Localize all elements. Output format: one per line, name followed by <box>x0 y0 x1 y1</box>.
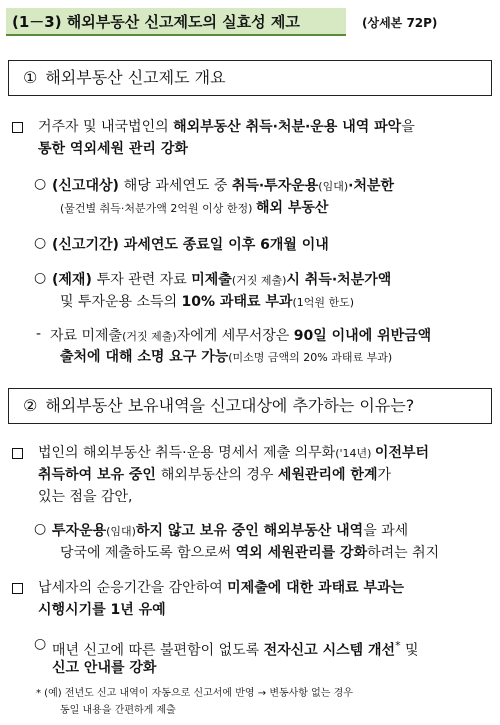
circle-bullet-icon: ○ <box>34 270 47 286</box>
square-bullet-icon <box>12 448 23 459</box>
reference-label: (상세본 72P) <box>362 16 438 30</box>
section2-heading <box>8 388 492 424</box>
dash-bullet-icon: - <box>36 326 42 342</box>
circle-bullet-icon: ○ <box>34 235 47 251</box>
s2-s1-line2: 당국에 제출하도록 함으로써 역외 세원관리를 강화하려는 취지 <box>60 545 440 561</box>
s1-s1-line2: (물건별 취득·처분가액 2억원 이상 한정) 해외 부동산 <box>60 200 329 216</box>
footnote-line2: 동일 내용을 간편하게 제출 <box>60 705 176 716</box>
s1-d1-line1: 자료 미제출(거짓 제출)자에게 세무서장은 90일 이내에 위반금액 <box>50 328 432 344</box>
page-title: (1－3) 해외부동산 신고제도의 실효성 제고 <box>6 8 346 36</box>
section1-number: ① <box>23 68 38 87</box>
s1-d1-line2: 출처에 대해 소명 요구 가능(미소명 금액의 20% 과태료 부과) <box>60 349 393 365</box>
section1-title: 해외부동산 신고제도 개요 <box>45 68 226 87</box>
s2-b2-line2: 시행시기를 1년 유예 <box>38 602 166 618</box>
s2-b1-line2: 취득하여 보유 중인 해외부동산의 경우 세원관리에 한계가 <box>38 467 391 483</box>
s1-b1-line2: 통한 역외세원 관리 강화 <box>38 141 188 157</box>
s2-b1-line1: 법인의 해외부동산 취득·운용 명세서 제출 의무화('14년) 이전부터 <box>38 445 430 461</box>
s2-b2-line1: 납세자의 순응기간을 감안하여 미제출에 대한 과태료 부과는 <box>38 580 405 596</box>
square-bullet-icon <box>12 583 23 594</box>
s2-s2-line1: 매년 신고에 따른 불편함이 없도록 전자신고 시스템 개선* 및 <box>52 639 419 659</box>
circle-bullet-icon: ○ <box>34 521 47 537</box>
s1-s3-line1: (제재) 투자 관련 자료 미제출(거짓 제출)시 취득·처분가액 <box>52 272 392 288</box>
s2-s2-line2: 신고 안내를 강화 <box>52 660 157 676</box>
s2-s1-line1: 투자운용(임대)하지 않고 보유 중인 해외부동산 내역을 과세 <box>52 523 409 539</box>
square-bullet-icon <box>12 122 23 133</box>
footnote-line1: * (예) 전년도 신고 내역이 자동으로 신고서에 반영 → 변동사항 없는 경우 <box>36 688 353 699</box>
s1-s1-line1: (신고대상) 해당 과세연도 중 취득·투자운용(임대)·처분한 <box>52 178 395 194</box>
section2-title: 해외부동산 보유내역을 신고대상에 추가하는 이유는? <box>45 396 415 415</box>
s1-s2-line: (신고기간) 과세연도 종료일 이후 6개월 이내 <box>52 237 329 253</box>
s2-b1-line3: 있는 점을 감안, <box>38 489 133 505</box>
section1-heading <box>8 60 492 96</box>
circle-bullet-icon: ○ <box>34 176 47 192</box>
circle-bullet-icon: ○ <box>34 636 47 652</box>
section2-number: ② <box>23 396 38 415</box>
s1-b1-line1: 거주자 및 내국법인의 해외부동산 취득·처분·운용 내역 파악을 <box>38 119 415 135</box>
s1-s3-line2: 및 투자운용 소득의 10% 과태료 부과(1억원 한도) <box>60 294 355 310</box>
